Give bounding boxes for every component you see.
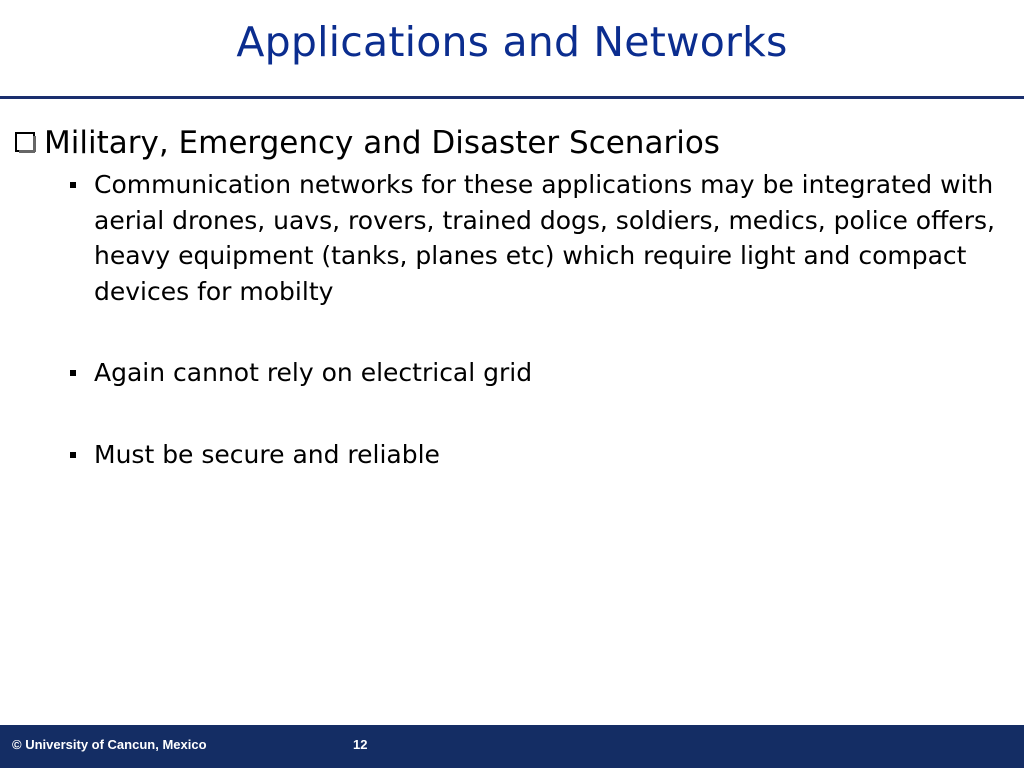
bullet-point — [70, 167, 1000, 309]
square-bullet-icon — [70, 452, 76, 458]
section-heading: Military, Emergency and Disaster Scenarios — [44, 125, 720, 161]
square-bullet-icon — [70, 182, 76, 188]
section-heading-row — [14, 119, 1009, 167]
page-number: 12 — [353, 737, 368, 752]
bullet-text: Again cannot rely on electrical grid — [94, 358, 533, 387]
bullet-point — [70, 437, 1000, 473]
slide-content — [14, 119, 1009, 472]
hollow-square-bullet-icon — [14, 131, 36, 153]
bullet-text: Communication networks for these applications may be integrated with aerial drones, uavs, rovers, trained dogs, soldiers, medics, police offers, heavy equipment (tanks, planes etc) which require light and compact devices for mobilty — [94, 170, 995, 306]
title-divider — [0, 96, 1024, 99]
square-bullet-icon — [70, 370, 76, 376]
copyright-text: © University of Cancun, Mexico — [12, 737, 207, 752]
bullet-point — [70, 355, 1000, 391]
slide-title: Applications and Networks — [236, 18, 788, 66]
slide-footer — [0, 725, 1024, 768]
bullet-text: Must be secure and reliable — [94, 439, 440, 469]
